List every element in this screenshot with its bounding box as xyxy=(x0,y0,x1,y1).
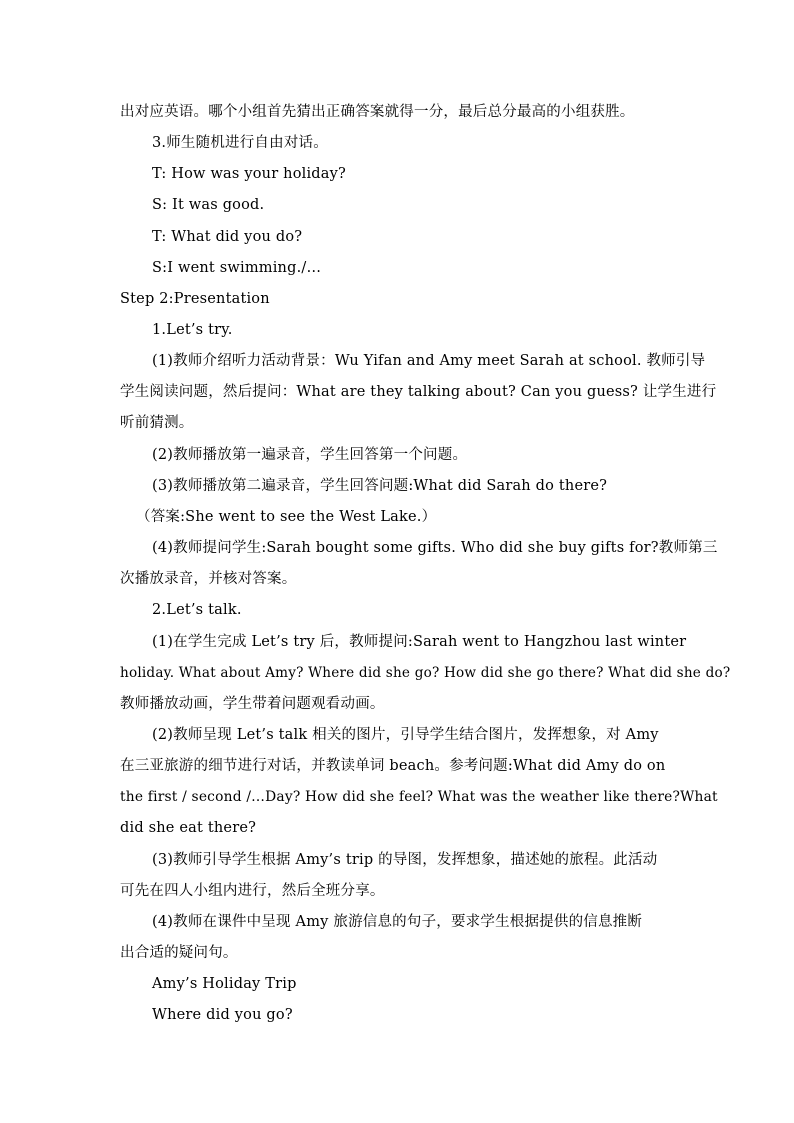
text-line: 在三亚旅游的细节进行对话，并教读单词 beach。参考问题:What did Amy do on xyxy=(120,758,666,774)
text-line: 教师播放动画，学生带着问题观看动画。 xyxy=(120,696,385,712)
text-line: 次播放录音，并核对答案。 xyxy=(120,571,297,587)
section-heading: Step 2:Presentation xyxy=(120,291,270,307)
text-line: 出对应英语。哪个小组首先猜出正确答案就得一分，最后总分最高的小组获胜。 xyxy=(120,104,635,120)
text-line: 可先在四人小组内进行，然后全班分享。 xyxy=(120,883,385,899)
text-line: S: It was good. xyxy=(152,197,265,213)
text-line: T: How was your holiday? xyxy=(152,166,346,182)
text-line: T: What did you do? xyxy=(152,229,303,245)
text-line: (1)在学生完成 Let’s try 后，教师提问:Sarah went to Hangzhou last winter xyxy=(152,634,687,650)
text-line: (3)教师播放第二遍录音，学生回答问题:What did Sarah do there? xyxy=(152,478,608,494)
text-line: holiday. What about Amy? Where did she go? How did she go there? What did she do? xyxy=(120,665,731,681)
text-line: 1.Let’s try. xyxy=(152,322,233,338)
text-line: the first / second /…Day? How did she feel? What was the weather like there?What xyxy=(120,789,718,805)
text-line: 2.Let’s talk. xyxy=(152,602,242,618)
text-line: (1)教师介绍听力活动背景：Wu Yifan and Amy meet Sarah at school. 教师引导 xyxy=(152,353,706,369)
text-line: 出合适的疑问句。 xyxy=(120,945,238,961)
text-line: 3.师生随机进行自由对话。 xyxy=(152,135,328,151)
text-line: Amy’s Holiday Trip xyxy=(152,976,297,992)
text-line: S:I went swimming./… xyxy=(152,260,322,276)
text-line: （答案:She went to see the West Lake.） xyxy=(136,509,437,525)
text-line: (2)教师播放第一遍录音，学生回答第一个问题。 xyxy=(152,447,468,463)
text-line: did she eat there? xyxy=(120,820,257,836)
text-line: (4)教师提问学生:Sarah bought some gifts. Who did she buy gifts for?教师第三 xyxy=(152,540,718,556)
text-line: 学生阅读问题，然后提问：What are they talking about? Can you guess? 让学生进行 xyxy=(120,384,717,400)
text-line: (3)教师引导学生根据 Amy’s trip 的导图，发挥想象，描述她的旅程。此活动 xyxy=(152,852,658,868)
text-line: Where did you go? xyxy=(152,1007,293,1023)
text-line: (4)教师在课件中呈现 Amy 旅游信息的句子，要求学生根据提供的信息推断 xyxy=(152,914,643,930)
text-line: 听前猜测。 xyxy=(120,415,194,431)
text-line: (2)教师呈现 Let’s talk 相关的图片，引导学生结合图片，发挥想象，对 Amy xyxy=(152,727,659,743)
